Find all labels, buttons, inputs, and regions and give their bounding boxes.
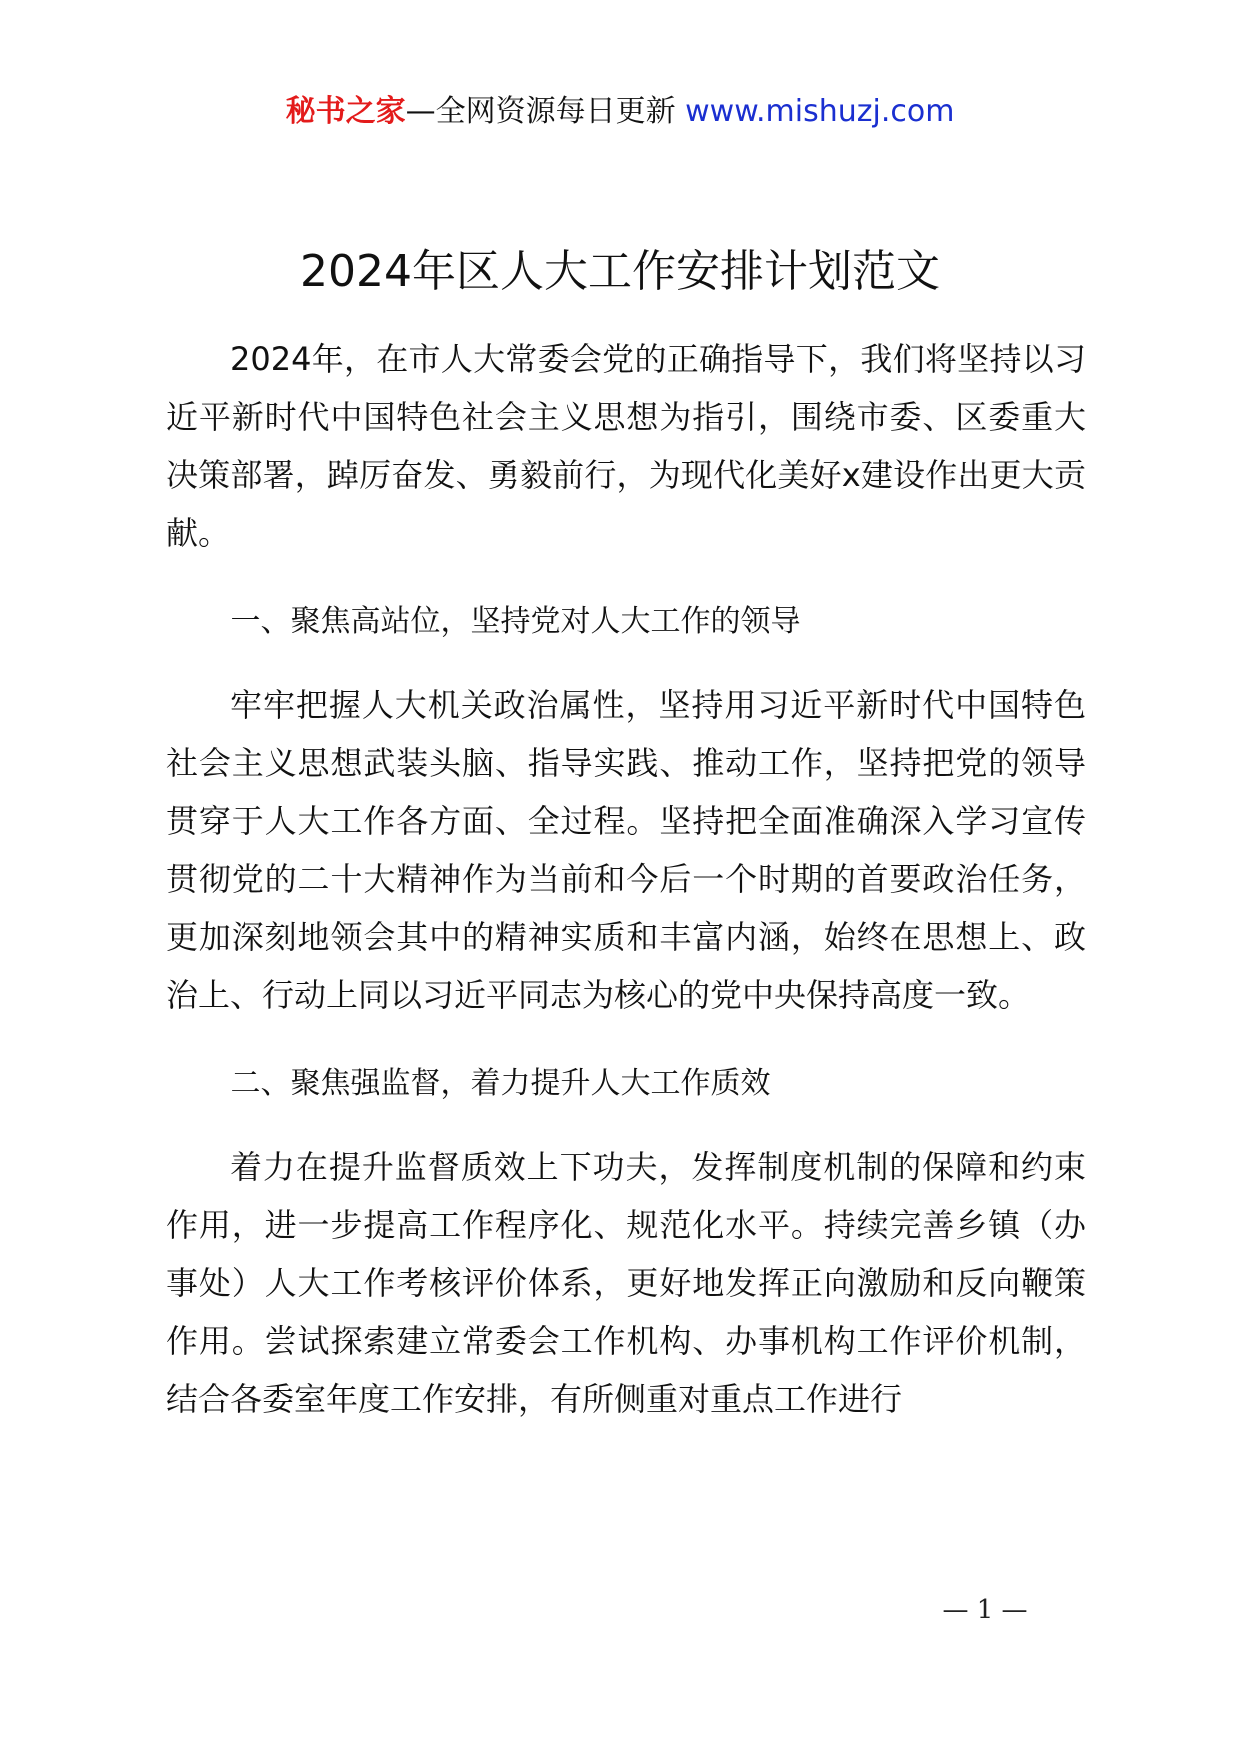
- page-number: — 1 —: [942, 1595, 1028, 1625]
- document-body: [166, 330, 1086, 1428]
- section-2-paragraph: 着力在提升监督质效上下功夫，发挥制度机制的保障和约束作用，进一步提高工作程序化、规范化水平。持续完善乡镇（办事处）人大工作考核评价体系，更好地发挥正向激励和反向鞭策作用。尝试探索建立常委会工作机构、办事机构工作评价机制，结合各委室年度工作安排，有所侧重对重点工作进行: [166, 1148, 1086, 1418]
- section-heading-1: 一、聚焦高站位，坚持党对人大工作的领导: [230, 604, 801, 639]
- intro-paragraph: 2024年，在市人大常委会党的正确指导下，我们将坚持以习近平新时代中国特色社会主义思想为指引，围绕市委、区委重大决策部署，踔厉奋发、勇毅前行，为现代化美好x建设作出更大贡献。: [166, 340, 1086, 552]
- site-url-link[interactable]: www.mishuzj.com: [685, 94, 955, 129]
- section-heading-2: 二、聚焦强监督，着力提升人大工作质效: [230, 1066, 771, 1101]
- site-brand: 秘书之家: [285, 94, 406, 129]
- site-tagline: —全网资源每日更新: [405, 94, 676, 129]
- document-title: 2024年区人大工作安排计划范文: [300, 246, 940, 297]
- section-1-paragraph: 牢牢把握人大机关政治属性，坚持用习近平新时代中国特色社会主义思想武装头脑、指导实践、推动工作，坚持把党的领导贯穿于人大工作各方面、全过程。坚持把全面准确深入学习宣传贯彻党的二十大精神作为当前和今后一个时期的首要政治任务，更加深刻地领会其中的精神实质和丰富内涵，始终在思想上、政治上、行动上同以习近平同志为核心的党中央保持高度一致。: [166, 686, 1086, 1014]
- site-header: [0, 92, 1240, 132]
